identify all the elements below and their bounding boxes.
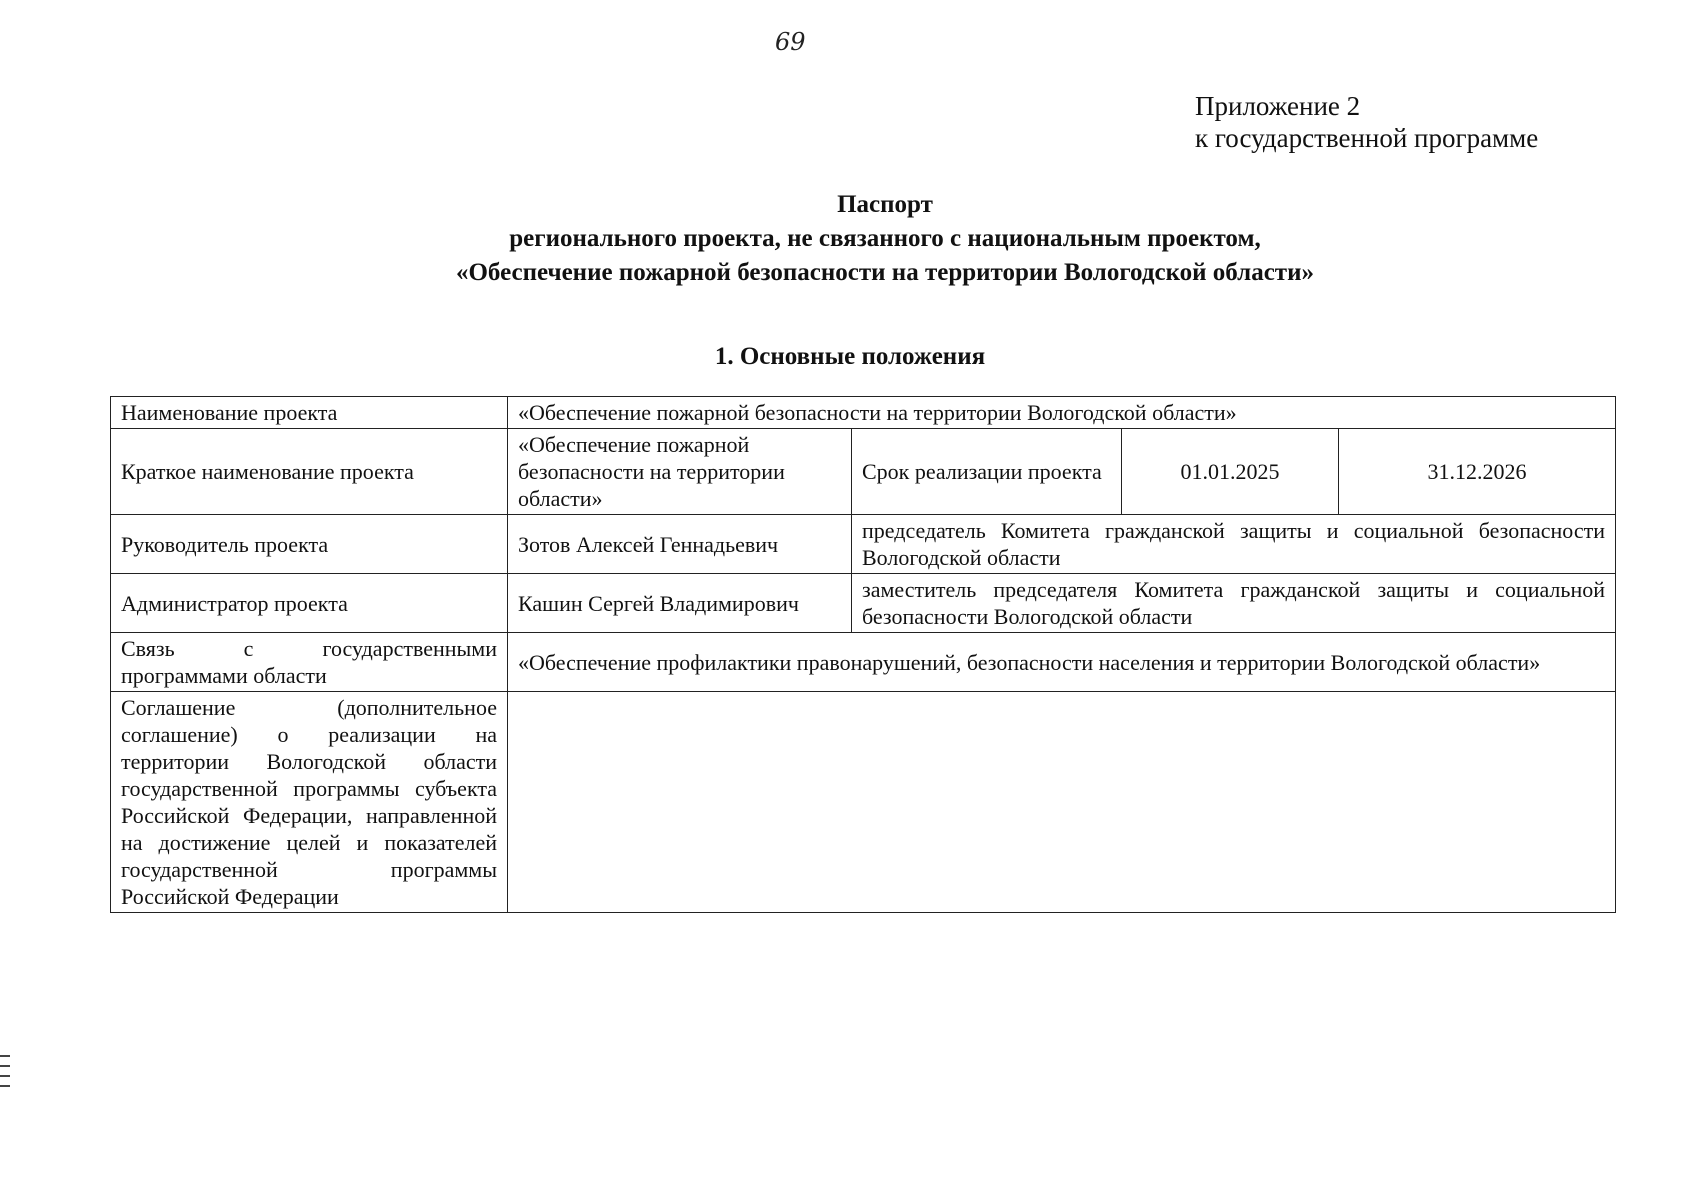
term-start: 01.01.2025 [1122,429,1339,515]
leader-position: председатель Комитета гражданской защиты и социальной безопасности Вологодской области [852,515,1616,574]
document-title [300,188,1470,290]
table-row-admin [111,574,1616,633]
programs-value: «Обеспечение профилактики правонарушений, безопасности населения и территории Вологодской области» [508,633,1616,692]
admin-name: Кашин Сергей Владимирович [508,574,852,633]
section-title: Основные положения [739,343,986,370]
page-number: 69 [775,28,806,56]
leader-name: Зотов Алексей Геннадьевич [508,515,852,574]
section-number: 1. [714,343,734,370]
appendix-line-2: к государственной программе [1195,123,1539,153]
table-row-agreement [111,692,1616,913]
programs-label: Связь с государственными программами области [111,633,508,692]
leader-label: Руководитель проекта [111,515,508,574]
admin-position: заместитель председателя Комитета гражданской защиты и социальной безопасности Вологодской области [852,574,1616,633]
table-row-project-name [111,397,1616,429]
margin-mark [0,1055,10,1057]
title-line-3: «Обеспечение пожарной безопасности на территории Вологодской области» [455,259,1314,286]
short-name-value: «Обеспечение пожарной безопасности на территории области» [508,429,852,515]
project-name-label: Наименование проекта [111,397,508,429]
margin-mark [0,1075,10,1077]
appendix-line-1: Приложение 2 [1195,91,1361,121]
table-row-leader [111,515,1616,574]
passport-table [110,396,1616,913]
table-row-short-name [111,429,1616,515]
appendix-note [1195,90,1538,154]
margin-mark [0,1085,10,1087]
table-row-programs [111,633,1616,692]
admin-label: Администратор проекта [111,574,508,633]
title-line-1: Паспорт [837,191,933,218]
short-name-label: Краткое наименование проекта [111,429,508,515]
section-heading [650,343,1050,371]
project-name-value: «Обеспечение пожарной безопасности на территории Вологодской области» [508,397,1616,429]
term-label: Срок реализации проекта [852,429,1122,515]
title-line-2: регионального проекта, не связанного с национальным проектом, [509,225,1261,252]
margin-mark [0,1065,10,1067]
term-end: 31.12.2026 [1339,429,1616,515]
margin-scan-marks [0,1055,10,1095]
agreement-value [508,692,1616,913]
agreement-label: Соглашение (дополнительное соглашение) о реализации на территории Вологодской области государственной программы субъекта Российской Федерации, направленной на достижение целей и показателей государственной программы Российской Федерации [111,692,508,913]
